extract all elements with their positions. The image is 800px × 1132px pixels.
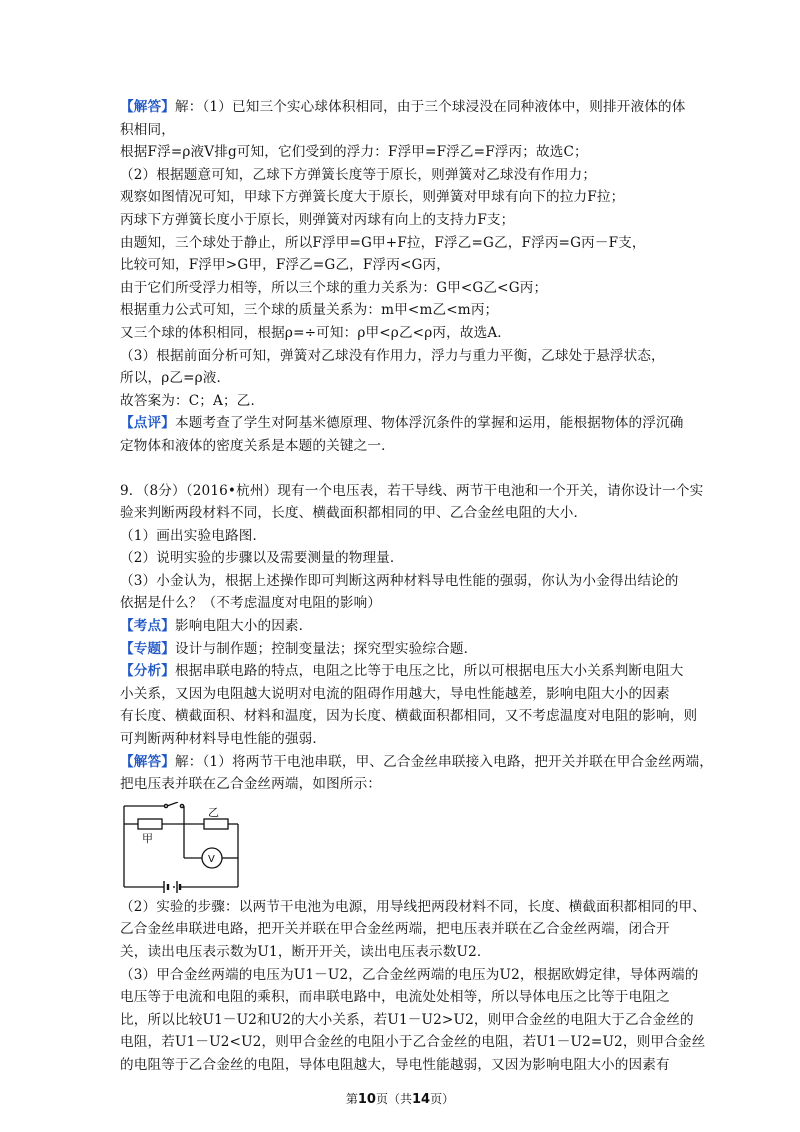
page-footer: 第10页（共14页） <box>345 1092 455 1107</box>
question-line: （1）画出实验电路图． <box>120 527 267 544</box>
solution-line: 根据F浮=ρ液V排g可知，它们受到的浮力：F浮甲=F浮乙=F浮丙；故选C； <box>120 144 588 161</box>
solution-line: （2）实验的步骤：以两节干电池为电源，用导线把两段材料不同，长度、横截面积都相同的甲、 <box>120 898 707 915</box>
solution-line: 电压等于电流和电阻的乘积，而串联电路中，电流处处相等，所以导体电压之比等于电阻之 <box>120 989 670 1006</box>
solution-line: 【解答】解：（1）已知三个实心球体积相同，由于三个球浸没在同种液体中，则排开液体的体 <box>120 99 686 115</box>
solution-line: 又三个球的体积相同，根据ρ=÷可知：ρ甲<ρ乙<ρ丙，故选A． <box>120 324 512 341</box>
analysis-tag: 【分析】 <box>120 663 175 680</box>
review-tag: 【点评】 <box>120 415 175 432</box>
solution-line: （3）甲合金丝两端的电压为U1－U2，乙合金丝两端的电压为U2，根据欧姆定律，导体两端的 <box>120 966 699 983</box>
resistor-jia <box>138 819 162 829</box>
knowledge-point-line: 【考点】影响电阻大小的因素． <box>120 618 313 635</box>
topic-tag: 【专题】 <box>120 640 175 657</box>
solution-line: 由题知，三个球处于静止，所以F浮甲=G甲+F拉，F浮乙=G乙，F浮丙=G丙－F支， <box>120 234 646 251</box>
analysis-line: 小关系，又因为电阻越大说明对电流的阻碍作用越大，导电性能越差，影响电阻大小的因素 <box>120 685 670 702</box>
solution-line: 电阻，若U1－U2<U2，则甲合金丝的电阻小于乙合金丝的电阻，若U1－U2=U2，则甲合金丝 <box>120 1034 706 1051</box>
solution-line: 的电阻等于乙合金丝的电阻，导体电阻越大，导电性能越弱，又因为影响电阻大小的因素有 <box>120 1056 670 1073</box>
solution-line: （3）根据前面分析可知，弹簧对乙球没有作用力，浮力与重力平衡，乙球处于悬浮状态， <box>120 347 665 364</box>
solution-line: 根据重力公式可知，三个球的质量关系为：m甲<m乙<m丙； <box>120 302 499 319</box>
topic-line: 【专题】设计与制作题；控制变量法；探究型实验综合题． <box>120 640 478 657</box>
document-page <box>120 96 713 1077</box>
circuit-diagram <box>120 802 690 894</box>
solution-line: （2）根据题意可知，乙球下方弹簧长度等于原长，则弹簧对乙球没有作用力； <box>120 166 597 183</box>
solution-line: 观察如图情况可知，甲球下方弹簧长度大于原长，则弹簧对甲球有向下的拉力F拉； <box>120 189 625 206</box>
solution-line: 【解答】解：（1）将两节干电池串联，甲、乙合金丝串联接入电路，把开关并联在甲合金丝两端， <box>120 753 713 770</box>
analysis-line: 可判断两种材料导电性能的强弱． <box>120 731 327 748</box>
review-line: 【点评】本题考查了学生对阿基米德原理、物体浮沉条件的掌握和运用，能根据物体的浮沉确 <box>120 415 684 432</box>
solution-tag: 【解答】 <box>120 753 175 770</box>
label-v: V <box>208 853 215 865</box>
question-line: 依据是什么？（不考虑温度对电阻的影响） <box>120 595 382 612</box>
solution-tag: 【解答】 <box>120 99 175 115</box>
analysis-line: 有长度、横截面积、材料和温度，因为长度、横截面积都相同，又不考虑温度对电阻的影响，则 <box>120 708 698 725</box>
label-jia: 甲 <box>142 831 153 845</box>
solution-line: 比较可知，F浮甲>G甲，F浮乙=G乙，F浮丙<G丙， <box>120 257 451 274</box>
label-yi: 乙 <box>208 805 219 819</box>
solution-line: 积相同， <box>120 121 175 138</box>
solution-line: 把电压表并联在乙合金丝两端，如图所示： <box>120 776 382 793</box>
switch-blade <box>167 802 178 806</box>
question-line: 验来判断两段材料不同，长度、横截面积都相同的甲、乙合金丝电阻的大小． <box>120 505 588 522</box>
solution-line: 丙球下方弹簧长度小于原长，则弹簧对丙球有向上的支持力F支； <box>120 211 515 228</box>
solution-line: 由于它们所受浮力相等，所以三个球的重力关系为：G甲<G乙<G丙； <box>120 279 548 296</box>
solution-line: 所以，ρ乙=ρ液． <box>120 370 231 387</box>
question-line: 9．（8分）（2016•杭州）现有一个电压表，若干导线、两节干电池和一个开关，请你设计一个实 <box>120 482 704 499</box>
analysis-line: 【分析】根据串联电路的特点，电阻之比等于电压之比，所以可根据电压大小关系判断电阻大 <box>120 663 684 680</box>
solution-line: 关，读出电压表示数为U1，断开开关，读出电压表示数U2． <box>120 944 491 960</box>
solution-line: 故答案为：C；A；乙． <box>120 392 265 409</box>
knowledge-point-tag: 【考点】 <box>120 618 175 635</box>
resistor-yi <box>204 819 228 829</box>
page-number: 10 <box>357 1092 376 1107</box>
question-line: （2）说明实验的步骤以及需要测量的物理量． <box>120 550 404 567</box>
page-total: 14 <box>412 1092 431 1107</box>
solution-line: 乙合金丝串联进电路，把开关并联在甲合金丝两端，把电压表并联在乙合金丝两端，闭合开 <box>120 921 670 938</box>
solution-line: 比，所以比较U1－U2和U2的大小关系，若U1－U2>U2，则甲合金丝的电阻大于乙合金丝的 <box>120 1011 694 1028</box>
review-line: 定物体和液体的密度关系是本题的关键之一． <box>120 437 395 454</box>
circuit-schematic <box>120 802 260 894</box>
question-line: （3）小金认为，根据上述操作即可判断这两种材料导电性能的强弱，你认为小金得出结论的 <box>120 572 679 589</box>
